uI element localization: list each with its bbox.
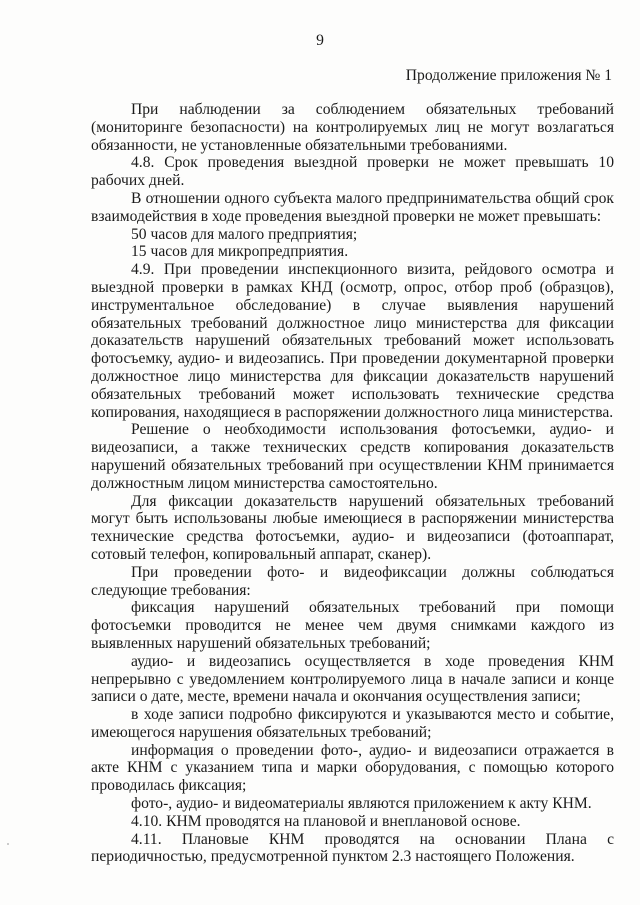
paragraph-photo-requirement: фиксация нарушений обязательных требований при помощи фотосъемки проводится не менее чем двумя снимками каждого из выявленных нарушений обязательных требований; <box>91 599 614 652</box>
paragraph-4-10: 4.10. КНМ проводятся на плановой и внеплановой основе. <box>131 812 521 830</box>
document-body <box>91 101 614 866</box>
appendix-continuation-label: Продолжение приложения № 1 <box>405 67 612 84</box>
paragraph-small-enterprise-hours: 50 часов для малого предприятия; <box>131 225 358 243</box>
paragraph-recording-equipment: Для фиксации доказательств нарушений обязательных требований могут быть использованы любые имеющиеся в распоряжении министерства технические средства фотосъемки, аудио- и видеозаписи (фотоаппарат, сотовый телефон, копировальный аппарат, сканер). <box>91 492 614 563</box>
paragraph-audio-video-requirement: аудио- и видеозапись осуществляется в ходе проведения КНМ непрерывно с уведомлением контролируемого лица в начале записи и конце записи о дате, месте, времени начала и окончания осуществления записи; <box>91 652 614 706</box>
paragraph-4-8: 4.8. Срок проведения выездной проверки не может превышать 10 рабочих дней. <box>91 154 614 190</box>
paragraph-4-9: 4.9. При проведении инспекционного визита, рейдового осмотра и выездной проверки в рамках КНД (осмотр, опрос, отбор проб (образцов), инструментальное обследование) в случае выявления нарушений обязательных требований должностное лицо министерства для фиксации доказательств нарушений обязательных требований может использовать фотосъемку, аудио- и видеозапись. При проведении документарной проверки должностное лицо министерства для фиксации доказательств нарушений обязательных требований может использовать технические средства копирования, находящиеся в распоряжении должностного лица министерства. <box>91 261 614 421</box>
paragraph-micro-enterprise-hours: 15 часов для микропредприятия. <box>131 243 349 261</box>
paragraph-act-info-requirement: информация о проведении фото-, аудио- и видеозаписи отражается в акте КНМ с указанием типа и марки оборудования, с помощью которого проводилась фиксация; <box>91 741 614 795</box>
paragraph-place-event-requirement: в ходе записи подробно фиксируются и указываются место и событие, имеющегося нарушения обязательных требований; <box>91 706 614 741</box>
paragraph-4-11: 4.11. Плановые КНМ проводятся на основании Плана с периодичностью, предусмотренной пунктом 2.3 настоящего Положения. <box>91 830 614 866</box>
paragraph-small-business-limit: В отношении одного субъекта малого предпринимательства общий срок взаимодействия в ходе проведения выездной проверки не может превышать: <box>91 189 614 225</box>
paragraph-materials-appendix: фото-, аудио- и видеоматериалы являются приложением к акту КНМ. <box>131 795 592 813</box>
scan-speck <box>7 843 9 845</box>
paragraph-requirements-intro: При проведении фото- и видеофиксации должны соблюдаться следующие требования: <box>91 563 614 599</box>
paragraph-recording-decision: Решение о необходимости использования фотосъемки, аудио- и видеозаписи, а также технических средств копирования доказательств нарушений обязательных требований при осуществлении КНМ принимается должностным лицом министерства самостоятельно. <box>91 421 614 492</box>
paragraph-monitoring: При наблюдении за соблюдением обязательных требований (мониторинге безопасности) на контролируемых лиц не могут возлагаться обязанности, не установленные обязательными требованиями. <box>91 101 614 154</box>
page-number: 9 <box>316 32 324 49</box>
